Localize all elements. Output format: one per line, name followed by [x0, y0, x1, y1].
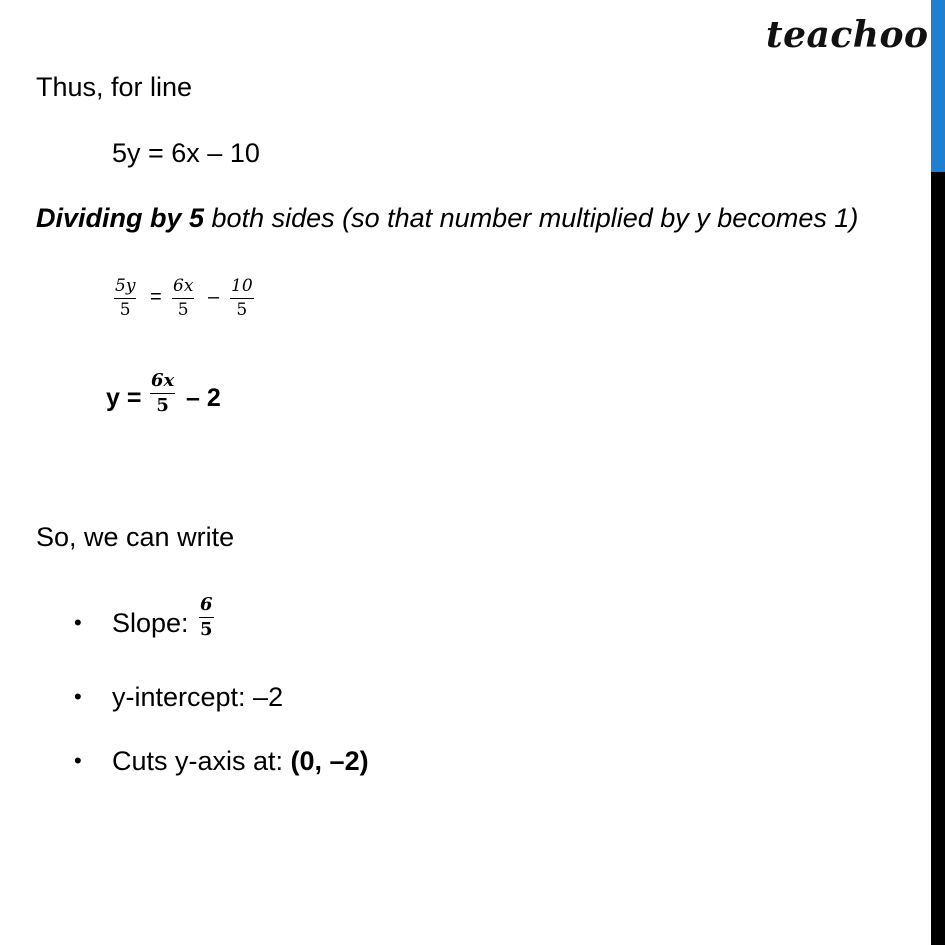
slope-fraction [199, 596, 214, 639]
equation-line: 5y = 6x – 10 [112, 138, 260, 168]
result-fraction [150, 372, 175, 415]
result-prefix: y = [106, 384, 142, 412]
fraction-equals: = [150, 286, 162, 308]
slope-label: Slope: [112, 608, 189, 638]
teachoo-logo: teachoo [766, 14, 929, 56]
fraction-mid-den: 5 [177, 300, 189, 320]
result-fraction-den: 5 [156, 395, 169, 416]
cuts-label: Cuts y-axis at: [112, 746, 291, 776]
fraction-mid-num: 6x [172, 278, 194, 299]
result-suffix: – 2 [186, 384, 221, 412]
bullet-intercept: y-intercept: –2 [112, 682, 284, 712]
dividing-bold: Dividing by 5 [36, 203, 205, 233]
bullet-dot: • [74, 684, 82, 709]
bullet-slope [112, 610, 189, 637]
fraction-minus: – [208, 286, 220, 308]
fraction-rhs [230, 278, 254, 319]
fraction-lhs-den: 5 [119, 300, 131, 320]
bullet-dot: • [74, 748, 82, 773]
fraction-lhs [114, 278, 136, 319]
slope-num: 6 [199, 596, 214, 618]
cuts-value: (0, –2) [290, 746, 369, 776]
sidebar-accent [931, 0, 945, 172]
result-fraction-num: 6x [150, 372, 175, 394]
bullet-dot: • [74, 610, 82, 635]
fraction-rhs-num: 10 [230, 278, 254, 299]
dividing-rest: both sides (so that number multiplied by y becomes 1) [204, 203, 859, 233]
fraction-mid [172, 278, 194, 319]
bullet-cuts [112, 748, 369, 775]
slope-den: 5 [200, 619, 213, 640]
so-line: So, we can write [36, 522, 235, 552]
fraction-rhs-den: 5 [236, 300, 248, 320]
intro-line: Thus, for line [36, 72, 193, 102]
dividing-instruction [36, 205, 858, 232]
fraction-lhs-num: 5y [114, 278, 136, 299]
